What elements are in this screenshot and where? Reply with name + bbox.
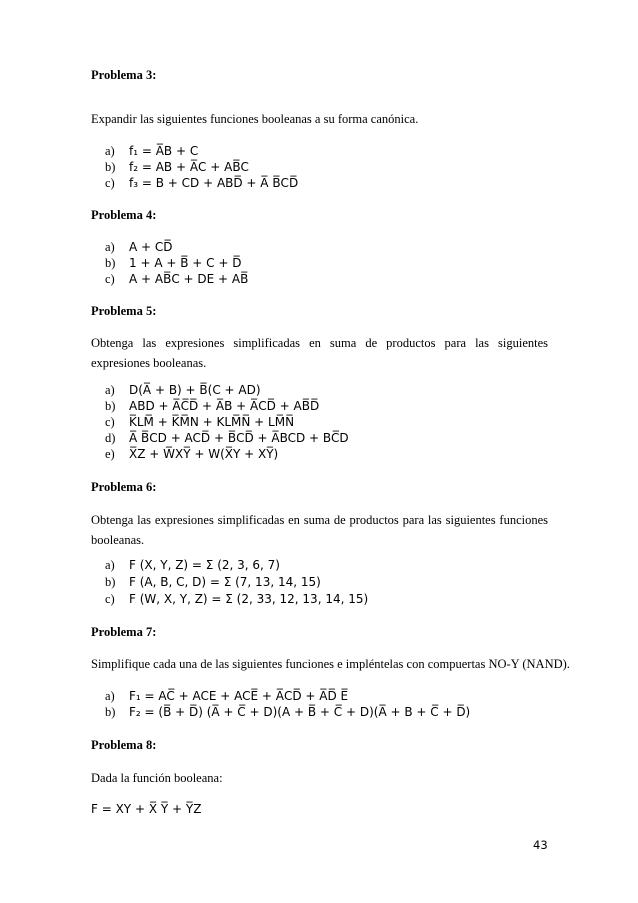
problem-5-item-e <box>105 446 278 462</box>
problem-3-item-b <box>105 159 249 175</box>
problem-7-item-a <box>105 688 348 704</box>
problem-7-heading: Problema 7: <box>91 625 157 639</box>
item-expression: A + AB̅C + DE + AB̅ <box>129 272 249 286</box>
item-expression: F₂ = (B̅ + D̅) (A̅ + C̅ + D)(A + B̅ + C̅ + D)(A̅ + B + C̅ + D̅) <box>129 705 471 719</box>
problem-4-heading: Problema 4: <box>91 208 157 222</box>
problem-6-item-b <box>105 574 321 590</box>
page-number: 43 <box>533 838 548 852</box>
item-label: b) <box>105 575 116 589</box>
item-expression: F (W, X, Y, Z) = Σ (2, 33, 12, 13, 14, 15) <box>129 592 369 606</box>
item-expression: ABD + A̅C̅D̅ + A̅B + A̅CD̅ + AB̅D̅ <box>129 399 320 413</box>
problem-6-item-a <box>105 557 280 573</box>
item-label: b) <box>105 160 116 174</box>
problem-7-item-b <box>105 704 470 720</box>
problem-5-item-c <box>105 414 294 430</box>
problem-3-heading: Problema 3: <box>91 68 157 82</box>
item-expression: F₁ = AC̅ + ACE + ACE̅ + A̅CD̅ + A̅D̅ E̅ <box>129 689 349 703</box>
problem-5-item-a <box>105 382 261 398</box>
item-label: b) <box>105 399 116 413</box>
item-expression: f₃ = B + CD + ABD̅ + A̅ B̅CD̅ <box>129 176 299 190</box>
item-label: e) <box>105 447 115 461</box>
item-expression: X̅Z + W̅XY̅ + W(X̅Y + XY̅) <box>129 447 279 461</box>
item-label: c) <box>105 272 115 286</box>
problem-3-item-a <box>105 143 198 159</box>
problem-8-heading: Problema 8: <box>91 738 157 752</box>
problem-7-text: Simplifique cada una de las siguientes funciones e impléntelas con compuertas NO-Y (NAND). <box>91 657 570 671</box>
item-expression: f₁ = A̅B + C <box>129 144 199 158</box>
item-label: c) <box>105 176 115 190</box>
item-expression: F (X, Y, Z) = Σ (2, 3, 6, 7) <box>129 558 280 572</box>
item-expression: f₂ = AB + A̅C + AB̅C <box>129 160 249 174</box>
final-equation: F = XY + X̅ Y̅ + Y̅Z <box>91 802 202 816</box>
item-expression: D(A̅ + B) + B̅(C + AD) <box>129 383 261 397</box>
item-label: d) <box>105 431 116 445</box>
item-expression: A̅ B̅CD + ACD̅ + B̅CD̅ + A̅BCD + BC̅D <box>129 431 349 445</box>
problem-3-item-c <box>105 175 298 191</box>
item-expression: F (A, B, C, D) = Σ (7, 13, 14, 15) <box>129 575 321 589</box>
item-label: a) <box>105 689 115 703</box>
item-expression: 1 + A + B̅ + C + D̅ <box>129 256 242 270</box>
problem-4-item-a <box>105 239 173 255</box>
problem-4-item-c <box>105 271 248 287</box>
problem-5-text: Obtenga las expresiones simplificadas en suma de productos para las siguientes expresiones booleanas. <box>91 336 548 370</box>
item-label: a) <box>105 144 115 158</box>
item-expression: A + CD̅ <box>129 240 173 254</box>
item-label: b) <box>105 705 116 719</box>
problem-6-text: Obtenga las expresiones simplificadas en suma de productos para las siguientes funciones booleanas. <box>91 513 548 547</box>
problem-5-item-b <box>105 398 319 414</box>
item-label: a) <box>105 383 115 397</box>
item-label: a) <box>105 240 115 254</box>
problem-4-item-b <box>105 255 241 271</box>
item-label: c) <box>105 415 115 429</box>
item-label: c) <box>105 592 115 606</box>
problem-5-item-d <box>105 430 349 446</box>
problem-6-item-c <box>105 591 368 607</box>
problem-8-text: Dada la función booleana: <box>91 771 223 785</box>
item-label: a) <box>105 558 115 572</box>
problem-5-heading: Problema 5: <box>91 304 157 318</box>
item-label: b) <box>105 256 116 270</box>
problem-6-heading: Problema 6: <box>91 480 157 494</box>
item-expression: K̅LM̅ + K̅M̅N + KLM̅N̅ + LM̅N̅ <box>129 415 295 429</box>
problem-3-text: Expandir las siguientes funciones booleanas a su forma canónica. <box>91 112 419 126</box>
